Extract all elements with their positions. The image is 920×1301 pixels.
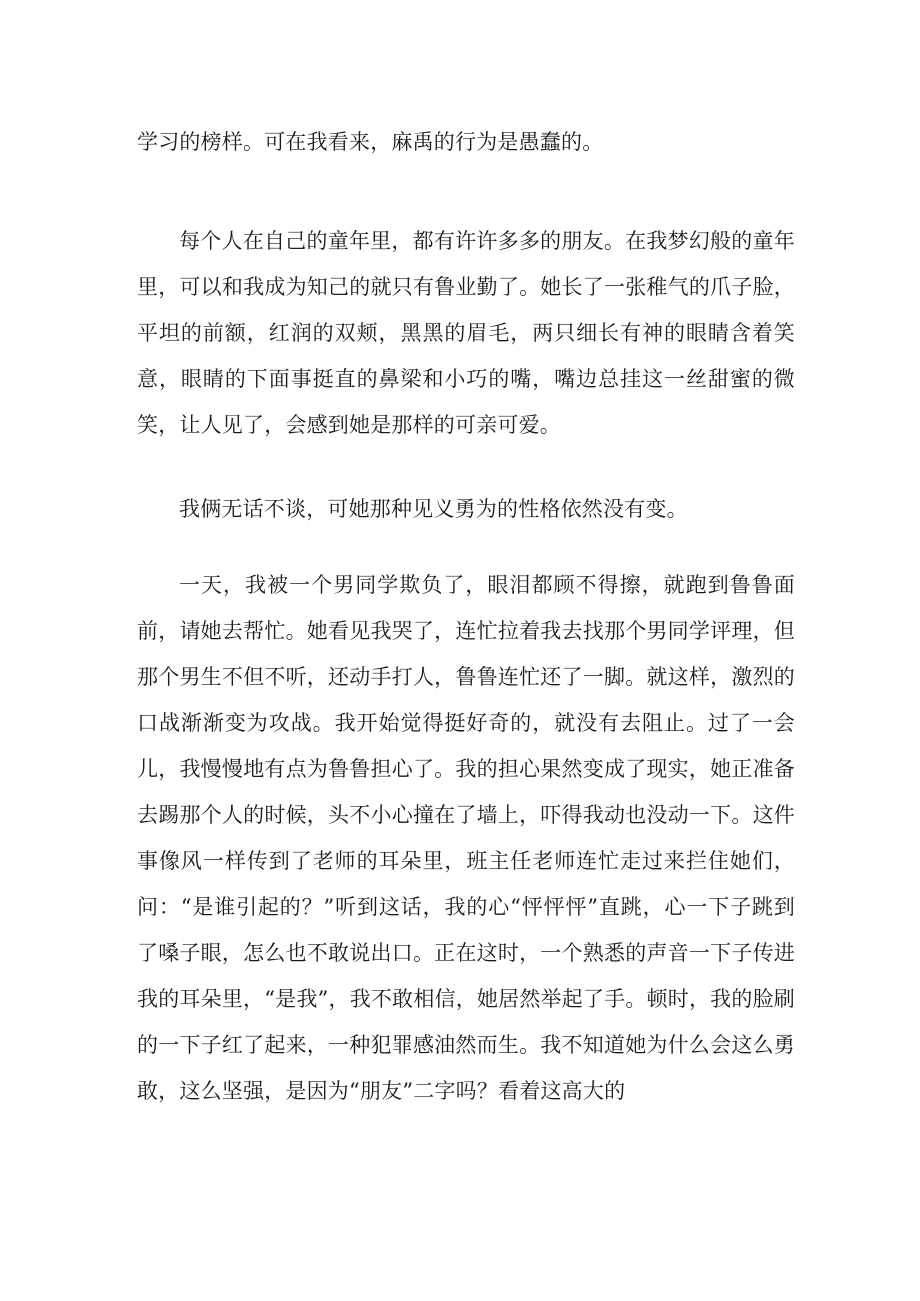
paragraph-continuation — [137, 119, 795, 165]
paragraph-story — [137, 562, 795, 1114]
paragraph-childhood-friend — [137, 218, 795, 448]
paragraph-text: 学习的榜样。可在我看来，麻禹的行为是愚蠢的。 — [137, 130, 604, 154]
paragraph-personality — [137, 486, 795, 532]
paragraph-text: 我俩无话不谈，可她那种见义勇为的性格依然没有变。 — [179, 497, 688, 521]
paragraph-text: 一天，我被一个男同学欺负了，眼泪都顾不得擦，就跑到鲁鲁面前，请她去帮忙。她看见我哭了，连忙拉着我去找那个男同学评理，但那个男生不但不听，还动手打人，鲁鲁连忙还了一脚。就这样，激烈的口战渐渐变为攻战。我开始觉得挺好奇的，就没有去阻止。过了一会儿，我慢慢地有点为鲁鲁担心了。我的担心果然变成了现实，她正准备去踢那个人的时候，头不小心撞在了墙上，吓得我动也没动一下。这件事像风一样传到了老师的耳朵里，班主任老师连忙走过来拦住她们，问：“是谁引起的？”听到这话，我的心“怦怦怦”直跳，心一下子跳到了嗓子眼，怎么也不敢说出口。正在这时，一个熟悉的声音一下子传进我的耳朵里，“是我”，我不敢相信，她居然举起了手。顿时，我的脸刷的一下子红了起来，一种犯罪感油然而生。我不知道她为什么会这么勇敢，这么坚强，是因为“朋友”二字吗？看着这高大的 — [137, 573, 795, 1103]
paragraph-text: 每个人在自己的童年里，都有许许多多的朋友。在我梦幻般的童年里，可以和我成为知己的就只有鲁业勤了。她长了一张稚气的爪子脸，平坦的前额，红润的双颊，黑黑的眉毛，两只细长有神的眼睛含着笑意，眼睛的下面事挺直的鼻梁和小巧的嘴，嘴边总挂这一丝甜蜜的微笑，让人见了，会感到她是那样的可亲可爱。 — [137, 229, 795, 437]
